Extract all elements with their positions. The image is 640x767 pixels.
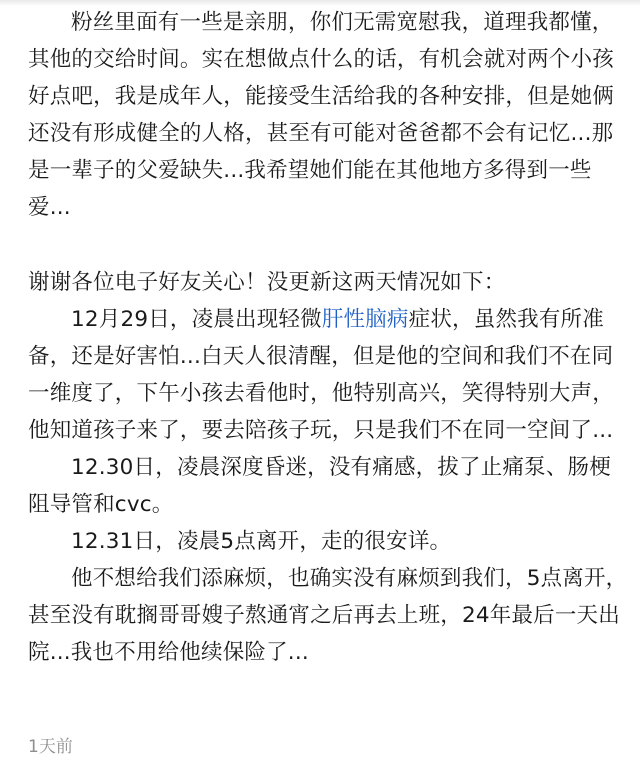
post-paragraph-6: 他不想给我们添麻烦，也确实没有麻烦到我们，5点离开，甚至没有耽搁哥哥嫂子熬通宵之后再去上班，24年最后一天出院...我也不用给他续保险了... [28,566,628,665]
post-paragraph-1: 粉丝里面有一些是亲朋，你们无需宽慰我，道理我都懂，其他的交给时间。实在想做点什么的话，有机会就对两个小孩好点吧，我是成年人，能接受生活给我的各种安排，但是她俩还没有形成健全的人格，甚至有可能对爸爸都不会有记忆...那是一辈子的父爱缺失...我希望她们能在其他地方多得到一些爱... [28,10,614,220]
post-paragraph-2: 谢谢各位电子好友关心！没更新这两天情况如下： [28,270,506,295]
paragraph-gap [28,226,632,264]
post-paragraph-3 [28,301,632,449]
post-paragraph-5: 12.31日，凌晨5点离开，走的很安详。 [71,529,452,554]
post-timestamp: 1天前 [28,737,73,757]
p3-text-before: 12月29日，凌晨出现轻微 [71,307,322,332]
post-body [28,4,632,671]
post-paragraph-4: 12.30日，凌晨深度昏迷，没有痛感，拔了止痛泵、肠梗阻导管和cvc。 [28,455,611,517]
p3-text-after: 症状，虽然我有所准备，还是好害怕...白天人很清醒，但是他的空间和我们不在同一维度了，下午小孩去看他时，他特别高兴，笑得特别大声，他知道孩子来了，要去陪孩子玩，只是我们不在同一空间了... [28,307,614,443]
hepatic-encephalopathy-link[interactable]: 肝性脑病 [321,307,409,332]
